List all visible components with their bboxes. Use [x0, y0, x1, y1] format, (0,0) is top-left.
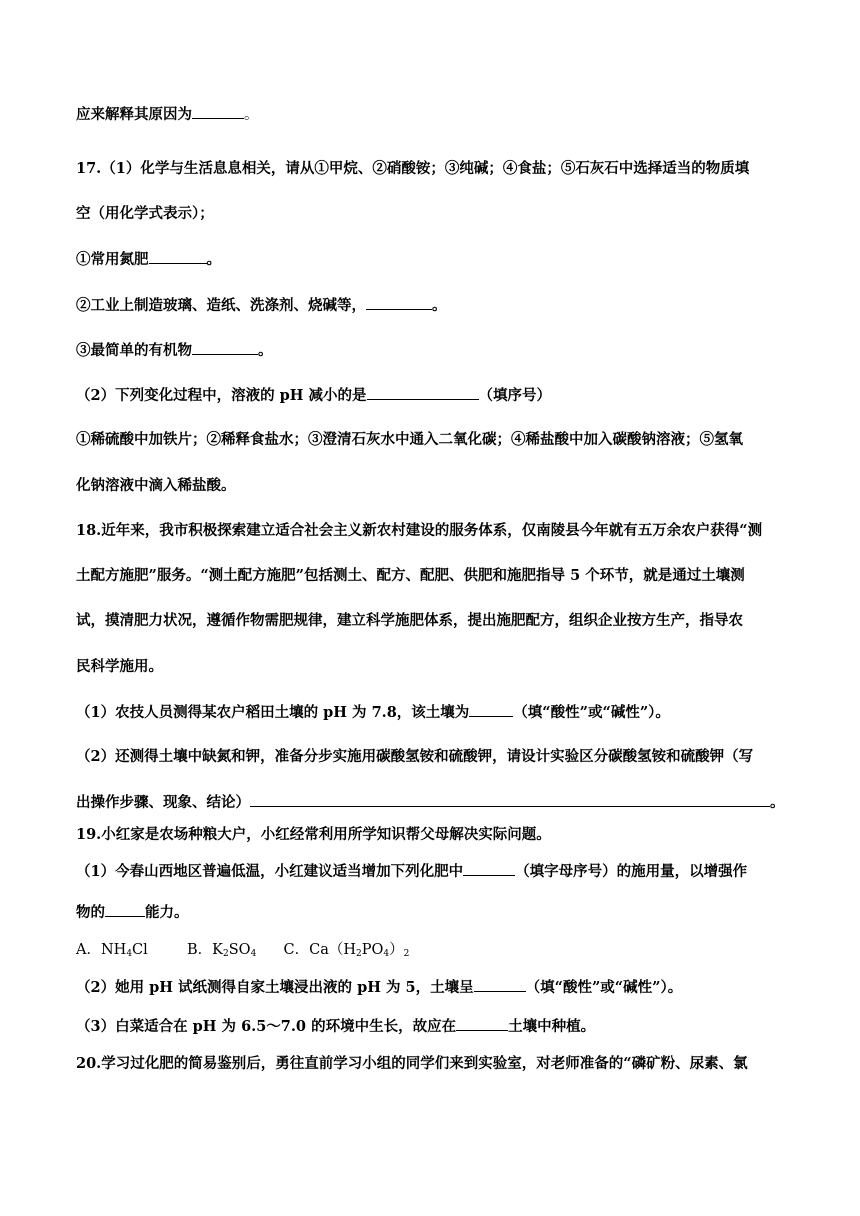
text: （1）农技人员测得某农户稻田土壤的 pH 为 7.8，该土壤为	[76, 704, 470, 721]
answer-blank	[192, 340, 258, 355]
option-b	[187, 942, 256, 958]
text: （填“酸性”或“碱性”）。	[525, 979, 683, 996]
text: ②工业上制造玻璃、造纸、洗涤剂、烧碱等，	[76, 297, 366, 314]
text: （3）白菜适合在 pH 为 6.5～7.0 的环境中生长，故应在	[76, 1018, 457, 1035]
text: （2）下列变化过程中，溶液的 pH 减小的是	[76, 387, 367, 404]
subscript: 4	[250, 949, 257, 959]
subscript: 2	[403, 949, 410, 959]
text: （2）她用 pH 试纸测得自家土壤浸出液的 pH 为 5，土壤呈	[76, 979, 474, 996]
text-line: 民科学施用。	[76, 658, 163, 675]
text-line: ①稀硫酸中加铁片；②稀释食盐水；③澄清石灰水中通入二氧化碳；④稀盐酸中加入碳酸钠溶液；⑤氢氧	[76, 431, 743, 448]
text: （填序号）	[478, 387, 552, 404]
text: 。	[432, 297, 447, 314]
text-line: 化钠溶液中滴入稀盐酸。	[76, 477, 236, 494]
text-line	[76, 861, 747, 882]
answer-blank	[456, 1016, 508, 1031]
option-a	[76, 942, 148, 958]
option-c	[284, 942, 410, 958]
text: 应来解释其原因为	[76, 106, 192, 123]
text: 。	[258, 342, 273, 359]
answer-blank	[250, 792, 770, 807]
subscript: 4	[383, 949, 390, 959]
text: 。	[206, 251, 221, 268]
answer-blank	[149, 249, 207, 264]
text-line	[76, 902, 189, 923]
options-line	[76, 940, 409, 960]
text: 出操作步骤、现象、结论）	[76, 794, 250, 811]
text: ③最简单的有机物	[76, 342, 192, 359]
question-17-line-1: 17.（1）化学与生活息息相关，请从①甲烷、②硝酸铵；③纯碱；④食盐；⑤石灰石中选择适当的物质填	[76, 160, 750, 177]
text: B．K	[187, 942, 223, 958]
text: 。	[244, 107, 259, 123]
answer-blank	[366, 295, 432, 310]
text-line: 试，摸清肥力状况，遵循作物需肥规律，建立科学施肥体系，提出施肥配方，组织企业按方生产，指导农	[76, 612, 743, 629]
answer-blank	[367, 385, 479, 400]
text-line	[76, 340, 273, 361]
question-18-line-1: 18.近年来，我市积极探索建立适合社会主义新农村建设的服务体系，仅南陵县今年就有五万余农户获得“测	[76, 522, 763, 539]
answer-blank	[463, 861, 515, 876]
question-20-line-1: 20.学习过化肥的简易鉴别后，勇往直前学习小组的同学们来到实验室，对老师准备的“磷矿粉、尿素、氯	[76, 1055, 748, 1072]
text-line	[76, 385, 551, 406]
question-19-line-1: 19.小红家是农场种粮大户，小红经常利用所学知识帮父母解决实际问题。	[76, 826, 551, 843]
text-line	[76, 1016, 595, 1037]
answer-blank	[474, 977, 526, 992]
text: 。	[770, 794, 785, 811]
text: A．NH	[76, 942, 127, 958]
answer-blank	[192, 104, 244, 119]
text-line	[76, 977, 682, 998]
answer-blank	[469, 702, 513, 717]
text: C．Ca（H	[283, 942, 356, 958]
text: （填字母序号）的施用量，以增强作	[515, 863, 748, 880]
question-17-line-2: 空（用化学式表示）；	[76, 205, 214, 222]
text-line	[76, 702, 670, 723]
text: （1）今春山西地区普遍低温，小红建议适当增加下列化肥中	[76, 863, 464, 880]
answer-blank	[105, 902, 145, 917]
text: ①常用氮肥	[76, 251, 149, 268]
subscript: 4	[126, 949, 133, 959]
text: 土壤中种植。	[508, 1018, 596, 1035]
text: SO	[228, 942, 251, 958]
text-line: 土配方施肥”服务。“测土配方施肥”包括测土、配方、配肥、供肥和施肥指导 5 个环节，就是通过土壤测	[76, 567, 745, 584]
text-line	[76, 792, 785, 813]
text: 能力。	[145, 904, 189, 921]
subscript: 2	[223, 949, 229, 959]
text-line	[76, 104, 259, 125]
subscript: 2	[356, 949, 362, 959]
text: Cl	[132, 942, 148, 958]
text: 物的	[76, 904, 105, 921]
text-line	[76, 249, 221, 270]
text: PO	[361, 942, 384, 958]
text: （填“酸性”或“碱性”）。	[513, 704, 670, 721]
text-line	[76, 295, 447, 316]
text: ）	[389, 942, 404, 958]
text-line: （2）还测得土壤中缺氮和钾，准备分步实施用碳酸氢铵和硫酸钾，请设计实验区分碳酸氢铵和硫酸钾（写	[76, 748, 754, 765]
